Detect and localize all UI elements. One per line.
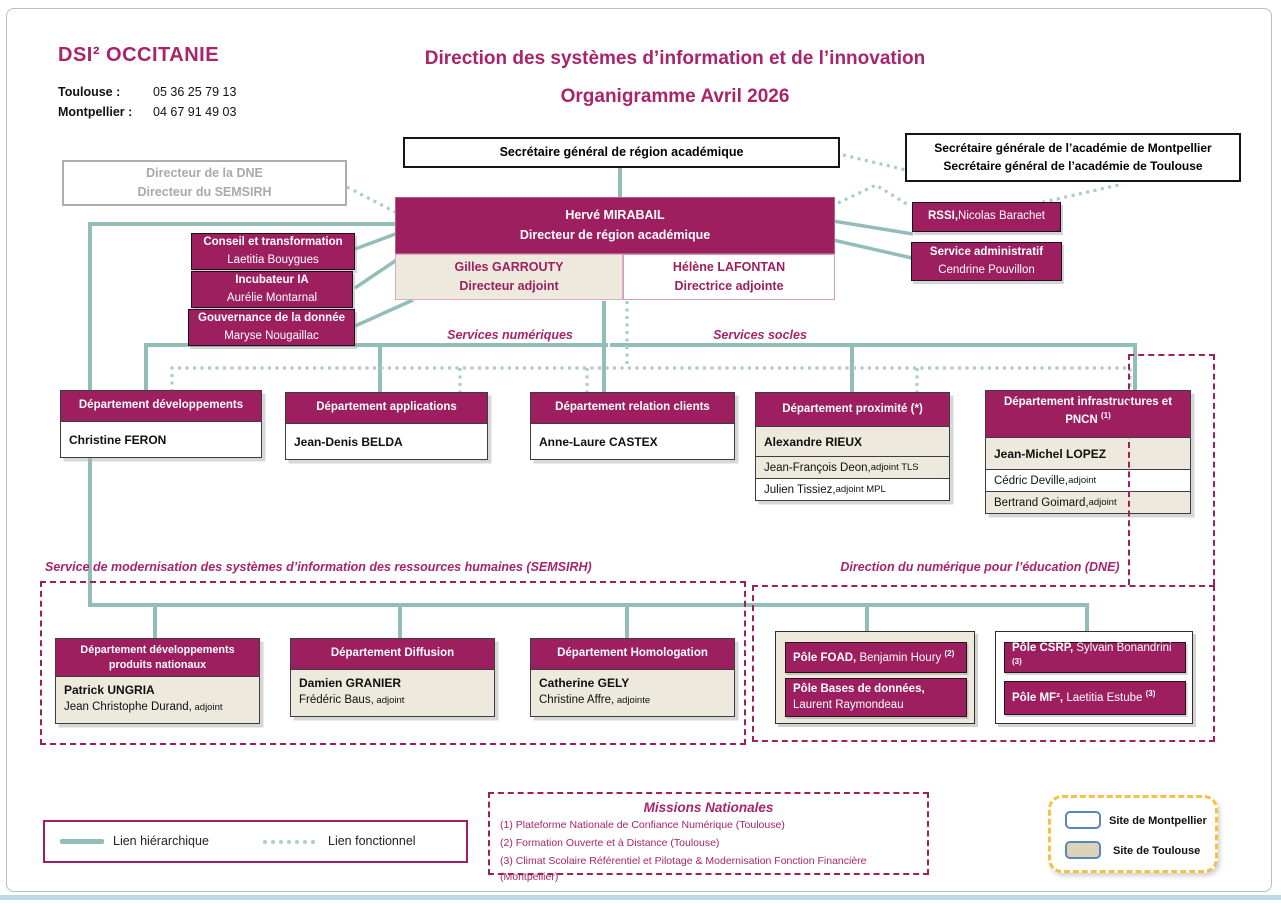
box-conseil-transformation bbox=[191, 233, 355, 270]
dept-applications bbox=[285, 392, 488, 460]
dept-infrastructures-header: Département infrastructures et PNCN $^{(1)}$ bbox=[986, 391, 1190, 438]
dept-applications-header: Département applications bbox=[286, 393, 487, 424]
staff-2-name: Maryse Nougaillac bbox=[224, 329, 319, 342]
semsirh-dept-1-lead: Patrick UNGRIA bbox=[64, 683, 155, 697]
dne-dashed-column bbox=[1128, 354, 1215, 585]
box-service-administratif bbox=[911, 242, 1062, 281]
staff-1-title: Incubateur IA bbox=[235, 274, 309, 287]
link-legend-box bbox=[43, 820, 468, 863]
semsirh-director-label: Directeur du SEMSIRH bbox=[137, 185, 272, 199]
box-rssi bbox=[912, 202, 1061, 232]
dept-developpements-lead: Christine FERON bbox=[61, 422, 261, 457]
dne-director-label: Directeur de la DNE bbox=[146, 166, 263, 181]
mission-item-1: (1) Plateforme Nationale de Confiance Numérique (Toulouse) bbox=[500, 819, 785, 831]
dept-proximite-header: Département proximité (*) bbox=[756, 393, 949, 427]
dept-proximite bbox=[755, 392, 950, 501]
dept-relation-clients-lead: Anne-Laure CASTEX bbox=[531, 424, 734, 459]
box-deputy-lafontan bbox=[623, 254, 835, 300]
rssi-title: RSSI, bbox=[928, 210, 959, 223]
site-toulouse-label: Site de Toulouse bbox=[1113, 845, 1201, 857]
dept-proximite-lead: Alexandre RIEUX bbox=[756, 427, 949, 456]
page-title-line2: Organigramme Avril 2026 bbox=[560, 86, 790, 107]
page-title-line1: Direction des systèmes d’information et de l’innovation bbox=[424, 48, 926, 69]
dept-developpements-header: Département développements bbox=[61, 391, 261, 422]
semsirh-dept-2-body bbox=[291, 670, 494, 716]
dept-proximite-adjoint-1: Jean-François Deon, adjoint TLS bbox=[756, 456, 949, 478]
pole-mf2: Pôle MF², Laetitia Estube $^{(3)}$ bbox=[1004, 681, 1186, 715]
dept-applications-lead: Jean-Denis BELDA bbox=[286, 424, 487, 459]
branch-label-services-numeriques: Services numériques bbox=[447, 328, 573, 342]
dept-proximite-adjoint-2: Julien Tissiez, adjoint MPL bbox=[756, 478, 949, 500]
functional-line-label: Lien fonctionnel bbox=[328, 834, 416, 848]
sg-region-label: Secrétaire général de région académique bbox=[499, 145, 744, 160]
phone-row-toulouse bbox=[58, 85, 318, 99]
director-role: Directeur de région académique bbox=[519, 227, 711, 242]
semsirh-dept-3-body bbox=[531, 670, 734, 716]
admin-title: Service administratif bbox=[929, 246, 1044, 259]
box-deputy-garrouty bbox=[395, 254, 623, 300]
box-dne-semsirh-directors bbox=[62, 160, 347, 206]
semsirh-dept-3-adjoint: Christine Affre, adjointe bbox=[539, 694, 651, 706]
staff-0-title: Conseil et transformation bbox=[203, 236, 343, 249]
page-title bbox=[365, 40, 985, 116]
branch-label-services-socles: Services socles bbox=[713, 328, 807, 342]
dept-infrastructures-adjoint-2: Bertrand Goimard, adjoint bbox=[986, 491, 1190, 513]
staff-0-name: Laetitia Bouygues bbox=[227, 253, 319, 266]
hierarchy-line-swatch bbox=[60, 839, 104, 844]
dne-group-toulouse bbox=[775, 631, 975, 724]
phone-row-montpellier bbox=[58, 105, 318, 119]
semsirh-dept-1-adjoint: Jean Christophe Durand, adjoint bbox=[64, 701, 223, 713]
dne-section-label: Direction du numérique pour l’éducation (DNE) bbox=[840, 560, 1120, 574]
semsirh-dept-2-header: Département Diffusion bbox=[291, 639, 494, 670]
semsirh-dept-2-adjoint: Frédéric Baus, adjoint bbox=[299, 694, 405, 706]
site-montpellier-label: Site de Montpellier bbox=[1109, 815, 1207, 827]
box-director bbox=[395, 197, 835, 254]
sg-acad-toulouse: Secrétaire général de l’académie de Toulouse bbox=[943, 158, 1203, 173]
phone-label-montpellier: Montpellier : bbox=[58, 105, 133, 119]
pole-csrp: Pôle CSRP, Sylvain Bonandrini $^{(3)}$ bbox=[1004, 642, 1186, 673]
phone-number-toulouse: 05 36 25 79 13 bbox=[153, 85, 237, 99]
dept-relation-clients-header: Département relation clients bbox=[531, 393, 734, 424]
org-logo: DSI² OCCITANIE bbox=[58, 44, 220, 66]
phone-label-toulouse: Toulouse : bbox=[58, 85, 121, 99]
mission-item-3: (3) Climat Scolaire Référentiel et Pilotage & Modernisation Fonction Financière (Montpellier) bbox=[500, 855, 867, 883]
semsirh-dept-1-body bbox=[56, 677, 259, 723]
mission-item-2: (2) Formation Ouverte et à Distance (Toulouse) bbox=[500, 837, 720, 850]
box-sg-region bbox=[403, 137, 840, 168]
phone-number-montpellier: 04 67 91 49 03 bbox=[153, 105, 237, 119]
site-montpellier-swatch bbox=[1065, 811, 1101, 829]
site-legend-box bbox=[1048, 795, 1218, 873]
director-name: Hervé MIRABAIL bbox=[565, 208, 665, 223]
dept-infrastructures-adjoint-1: Cédric Deville, adjoint bbox=[986, 469, 1190, 491]
pole-foad: Pôle FOAD, Benjamin Houry $^{(2)}$ bbox=[785, 642, 967, 673]
dept-developpements bbox=[60, 390, 262, 458]
semsirh-dept-homologation bbox=[530, 638, 735, 717]
deputy-mpl-role: Directrice adjointe bbox=[674, 279, 784, 293]
semsirh-section-label: Service de modernisation des systèmes d’information des ressources humaines (SEMSIRH) bbox=[45, 560, 592, 574]
box-incubateur-ia bbox=[191, 271, 353, 308]
box-gouvernance-donnee bbox=[188, 309, 355, 346]
functional-line-swatch bbox=[263, 840, 315, 844]
dne-group-montpellier bbox=[995, 631, 1193, 724]
semsirh-dept-1-header: Département développements produits nationaux bbox=[56, 639, 259, 677]
pole-bases-de-donnees: Pôle Bases de données, Laurent Raymondeau bbox=[785, 678, 967, 717]
phone-block bbox=[58, 85, 318, 119]
site-toulouse-swatch bbox=[1065, 841, 1101, 859]
admin-name: Cendrine Pouvillon bbox=[938, 263, 1035, 276]
semsirh-dept-2-lead: Damien GRANIER bbox=[299, 676, 402, 690]
deputy-tls-role: Directeur adjoint bbox=[459, 279, 559, 293]
staff-2-title: Gouvernance de la donnée bbox=[198, 312, 345, 325]
semsirh-dept-produits-nationaux bbox=[55, 638, 260, 724]
rssi-name: Nicolas Barachet bbox=[958, 210, 1045, 223]
dept-infrastructures-sup: (1) bbox=[1101, 410, 1111, 420]
dept-infrastructures-lead: Jean-Michel LOPEZ bbox=[986, 438, 1190, 469]
sg-acad-montpellier: Secrétaire générale de l’académie de Montpellier bbox=[934, 141, 1212, 156]
box-sg-academies bbox=[905, 133, 1241, 182]
missions-title: Missions Nationales bbox=[643, 800, 774, 815]
semsirh-dept-3-header: Département Homologation bbox=[531, 639, 734, 670]
staff-1-name: Aurélie Montarnal bbox=[226, 291, 318, 304]
semsirh-dept-3-lead: Catherine GELY bbox=[539, 676, 630, 690]
deputy-mpl-name: Hélène LAFONTAN bbox=[672, 259, 786, 274]
semsirh-dept-diffusion bbox=[290, 638, 495, 717]
hierarchy-line-label: Lien hiérarchique bbox=[113, 834, 209, 848]
dept-relation-clients bbox=[530, 392, 735, 460]
missions-nationales-box bbox=[488, 792, 929, 883]
deputy-tls-name: Gilles GARROUTY bbox=[454, 259, 564, 274]
